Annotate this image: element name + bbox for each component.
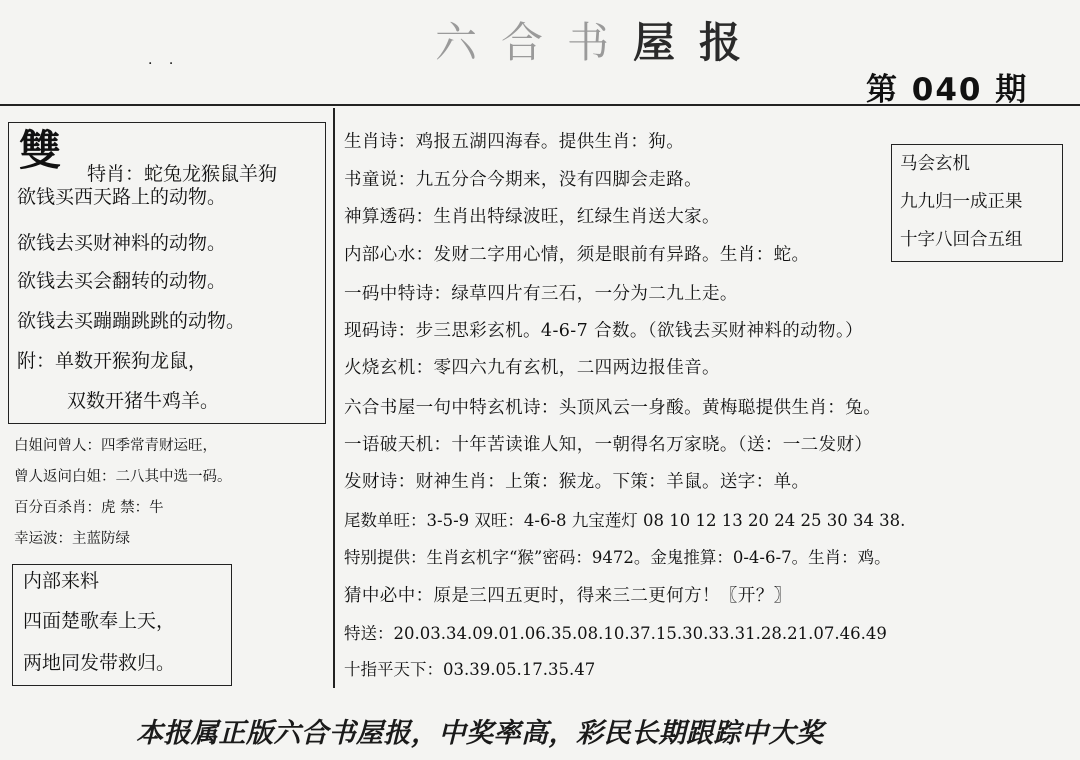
line-label: 一码中特诗： [344,284,452,304]
riddle-line: 双数开猪牛鸡羊。 [67,390,220,412]
line-label: 猜中必中： [344,586,434,606]
riddle-line: 欲钱去买蹦蹦跳跳的动物。 [17,310,246,332]
line-label: 尾数单旺： [344,511,427,530]
line-value: 头顶风云一身酸。黄梅聪提供生肖：兔。 [558,398,882,418]
line-value: 03.39.05.17.35.47 [443,660,596,679]
main-text-line [344,470,809,494]
line-label: 发财诗： [344,472,416,492]
dialogue-line: 百分百杀肖：虎 禁：牛 [14,500,164,516]
line-label: 神算透码： [344,207,434,227]
line-value: 3-5-9 双旺：4-6-8 九宝莲灯 08 10 12 13 20 24 25 30 34 38. [426,511,906,530]
main-text-line [344,658,595,682]
column-divider [333,108,335,688]
line-value: 步三思彩玄机。4-6-7 合数。（欲钱去买财神料的动物。） [415,321,863,341]
line-value: 生肖玄机字“猴”密码：9472。金鬼推算：0-4-6-7。生肖：鸡。 [426,548,891,567]
riddle-line: 附：单数开猴狗龙鼠， [17,350,208,372]
riddle-line: 欲钱买西天路上的动物。 [17,186,227,208]
mystery-line: 十字八回合五组 [900,230,1023,250]
line-label: 现码诗： [344,321,416,341]
line-value: 鸡报五湖四海春。提供生肖：狗。 [415,132,685,152]
footer-part: 中奖率高， [438,718,576,749]
main-text-line [344,243,809,267]
main-text-line [344,622,887,646]
line-label: 书童说： [344,170,416,190]
insider-line: 内部来料 [23,570,100,592]
line-label: 特别提供： [344,548,427,567]
special-zodiac-line: 特肖：蛇兔龙猴鼠羊狗 [87,163,278,185]
main-text-line [344,168,702,192]
line-label: 一语破天机： [344,435,452,455]
big-character: 雙 [19,126,62,175]
main-text-line [344,205,720,229]
footer-part: 彩民长期跟踪中大奖 [576,718,824,749]
masthead-title-light: 六合书 [434,18,633,67]
line-value: 财神生肖：上策：猴龙。下策：羊鼠。送字：单。 [415,472,810,492]
footer-part: 本报属正版六合书屋报， [136,718,439,749]
line-value: 零四六九有玄机，二四两边报佳音。 [433,358,720,378]
speck-dots: · · [148,56,180,72]
special-zodiac-box [8,122,326,424]
riddle-line: 欲钱去买会翻转的动物。 [17,270,227,292]
horse-club-mystery-box [891,144,1063,262]
line-value: 绿草四片有三石，一分为二九上走。 [451,284,738,304]
line-value: 十年苦读谁人知，一朝得名万家晓。（送：一二发财） [451,435,873,455]
mystery-line: 九九归一成正果 [900,192,1023,212]
dialogue-line: 幸运波：主蓝防绿 [14,531,130,547]
dialogue-line: 白姐问曾人：四季常青财运旺， [14,438,217,454]
line-value: 原是三四五更时，得来三二更何方！〖开？〗 [433,586,792,606]
header-rule [0,104,1080,106]
insider-line: 四面楚歌奉上天， [23,610,176,632]
main-text-line [344,546,891,570]
mystery-line: 马会玄机 [900,154,970,174]
masthead-title [400,18,800,68]
main-text-line [344,584,792,608]
issue-number: 第 040 期 [866,72,1029,108]
footer-slogan [136,716,976,752]
line-label: 十指平天下： [344,660,443,679]
line-label: 生肖诗： [344,132,416,152]
line-value: 九五分合今期来，没有四脚会走路。 [415,170,703,190]
main-text-line [344,282,738,306]
main-text-line [344,356,720,380]
main-text-line [344,319,863,343]
line-value: 20.03.34.09.01.06.35.08.10.37.15.30.33.31.28.21.07.46.49 [393,624,887,643]
masthead-title-dark: 屋报 [633,18,766,67]
main-text-line [344,509,905,533]
insider-info-box [12,564,232,686]
line-value: 发财二字用心情，须是眼前有异路。生肖：蛇。 [433,245,810,265]
main-text-line [344,130,684,154]
line-label: 六合书屋一句中特玄机诗： [344,398,559,418]
main-text-line [344,396,881,420]
dialogue-line: 曾人返问白姐：二八其中选一码。 [14,469,232,485]
riddle-line: 欲钱去买财神料的动物。 [17,232,227,254]
dialogue-section [14,436,324,560]
line-label: 内部心水： [344,245,434,265]
line-label: 火烧玄机： [344,358,434,378]
line-label: 特送： [344,624,394,643]
line-value: 生肖出特绿波旺，红绿生肖送大家。 [433,207,720,227]
insider-line: 两地同发带救归。 [23,652,176,674]
main-text-line [344,433,872,457]
